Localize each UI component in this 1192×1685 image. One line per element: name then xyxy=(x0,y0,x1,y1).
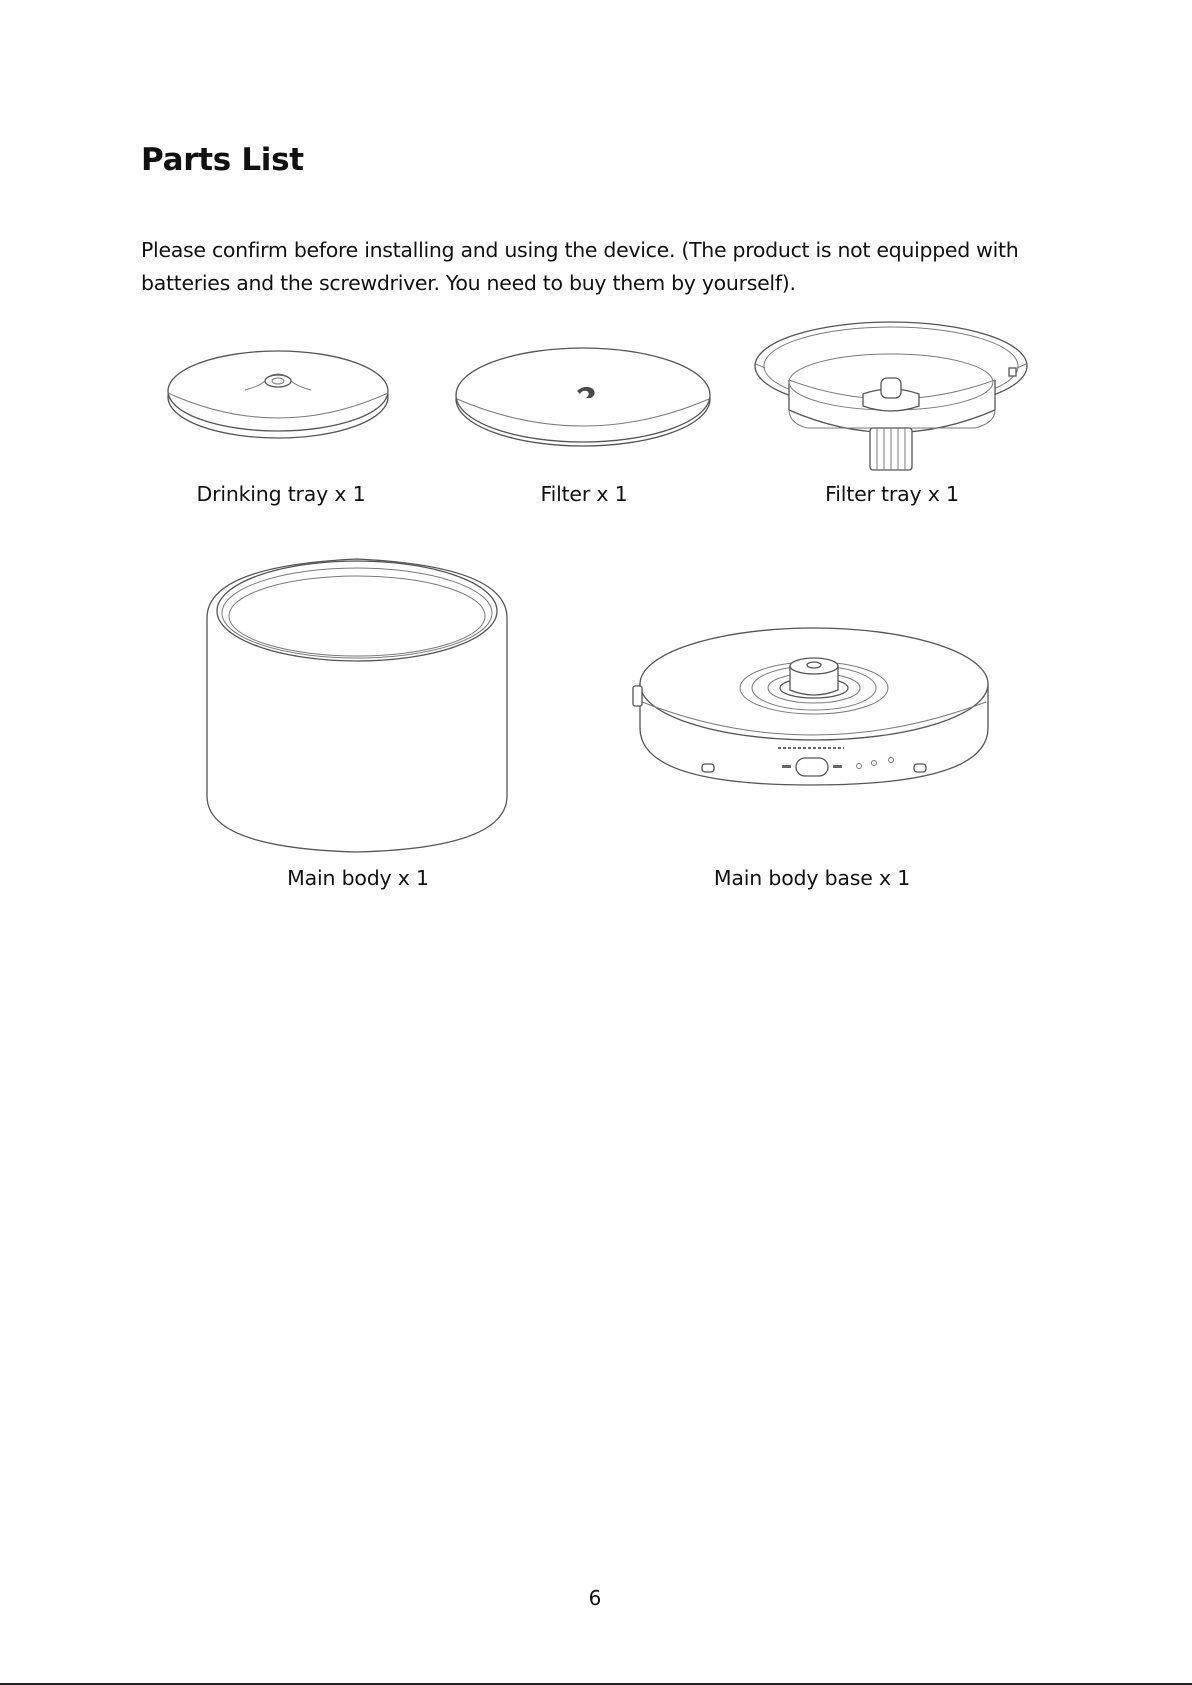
page-title: Parts List xyxy=(141,142,304,178)
intro-text: Please confirm before installing and using the device. (The product is not equipped with batteries and the screwdriver. You need to buy them by yourself). xyxy=(141,238,1019,295)
caption-filter: Filter x 1 xyxy=(540,482,628,506)
filter-tray-icon xyxy=(753,320,1029,480)
caption-main-body: Main body x 1 xyxy=(287,866,429,890)
main-body-base-icon xyxy=(628,628,994,792)
filter-icon xyxy=(452,343,714,451)
drinking-tray-icon xyxy=(160,345,400,445)
caption-main-body-base: Main body base x 1 xyxy=(713,866,911,890)
caption-filter-tray: Filter tray x 1 xyxy=(825,482,959,506)
caption-drinking-tray: Drinking tray x 1 xyxy=(196,482,366,506)
page-number: 6 xyxy=(588,1586,602,1610)
main-body-icon xyxy=(203,556,511,856)
